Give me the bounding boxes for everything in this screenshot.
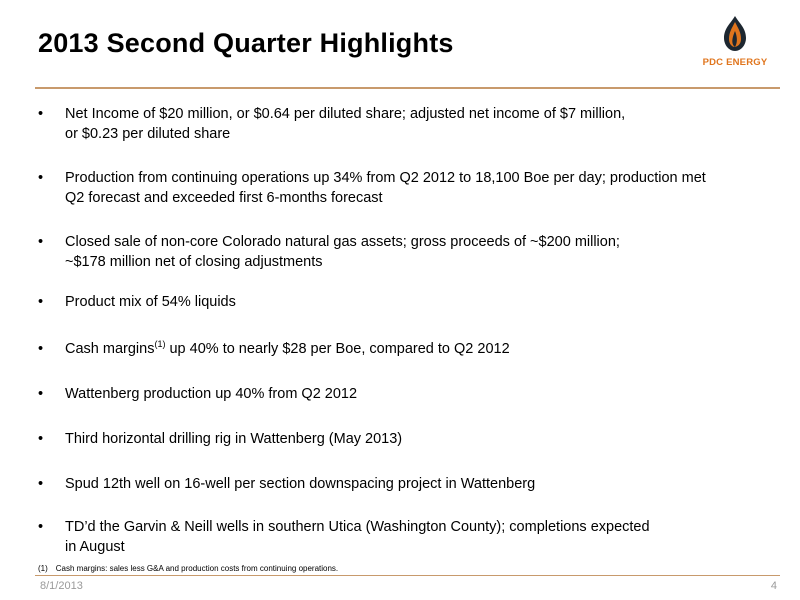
footnote-text: Cash margins: sales less G&A and production costs from continuing operations. <box>55 564 339 573</box>
company-logo <box>700 14 770 72</box>
list-item-text: Production from continuing operations up 34% from Q2 2012 to 18,100 Boe per day; production met <box>65 170 706 186</box>
list-item-text: Closed sale of non-core Colorado natural gas assets; gross proceeds of ~$200 million; <box>65 234 620 250</box>
footnote-number: (1) <box>38 564 48 573</box>
bullet-marker: • <box>38 106 44 122</box>
list-item-text: or $0.23 per diluted share <box>65 126 231 142</box>
list-item-text: Net Income of $20 million, or $0.64 per diluted share; adjusted net income of $7 million, <box>65 106 626 122</box>
bullet-marker: • <box>38 170 44 186</box>
list-item-text <box>65 339 777 359</box>
list-item-text: in August <box>65 539 125 555</box>
bullet-marker: • <box>38 294 44 310</box>
bullet-marker: • <box>38 476 44 492</box>
cash-margins-label: Cash margins <box>65 341 155 357</box>
header-divider <box>35 87 780 89</box>
bullet-marker: • <box>38 519 44 535</box>
list-item-text: Product mix of 54% liquids <box>65 294 236 310</box>
list-item-text: Wattenberg production up 40% from Q2 2012 <box>65 386 358 402</box>
footer-divider <box>35 575 780 576</box>
list-item-text: Spud 12th well on 16-well per section downspacing project in Wattenberg <box>65 476 536 492</box>
bullet-marker: • <box>38 386 44 402</box>
page-number: 4 <box>770 580 777 592</box>
list-item-text: TD’d the Garvin & Neill wells in southern Utica (Washington County); completions expected <box>65 519 650 535</box>
bullet-marker: • <box>38 341 44 357</box>
list-item-text: Third horizontal drilling rig in Wattenberg (May 2013) <box>65 431 403 447</box>
bullet-marker: • <box>38 431 44 447</box>
cash-margins-text: up 40% to nearly $28 per Boe, compared to Q2 2012 <box>165 341 510 357</box>
bullet-marker: • <box>38 234 44 250</box>
footer-date: 8/1/2013 <box>40 580 83 592</box>
flame-drop-icon <box>715 14 755 56</box>
list-item-text: Q2 forecast and exceeded first 6-months forecast <box>65 190 383 206</box>
footnote <box>38 564 338 573</box>
logo-wordmark: PDC ENERGY <box>702 57 768 68</box>
footnote-reference: (1) <box>154 339 166 349</box>
page-title: 2013 Second Quarter Highlights <box>38 28 454 58</box>
list-item-text: ~$178 million net of closing adjustments <box>65 254 323 270</box>
